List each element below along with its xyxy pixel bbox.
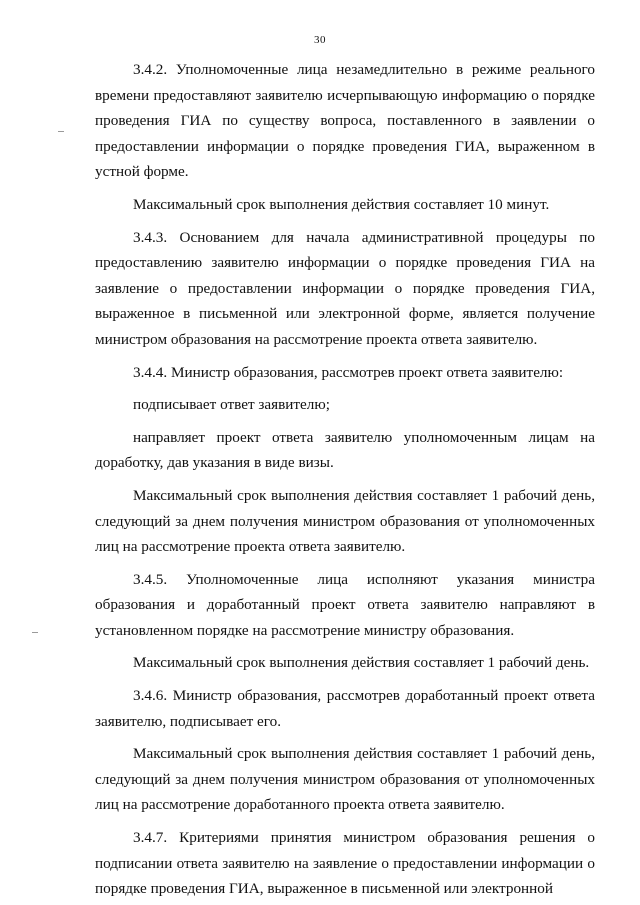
document-body (95, 57, 595, 902)
paragraph-3-4-2: 3.4.2. Уполномоченные лица незамедлительно в режиме реального времени предоставляют заявителю исчерпывающую информацию о порядке проведения ГИА по существу вопроса, поставленного в заявлении о предоставлении информации о порядке проведения ГИА, выраженном в устной форме. (95, 61, 595, 181)
paragraph-3-4-5: 3.4.5. Уполномоченные лица исполняют указания министра образования и доработанный проект ответа заявителю направляют в установленном порядке на рассмотрение министру образования. (95, 570, 595, 639)
paragraph-time-limit-1-day-b: Максимальный срок выполнения действия составляет 1 рабочий день. (133, 654, 590, 672)
paragraph-time-limit-1-day-a: Максимальный срок выполнения действия составляет 1 рабочий день, следующий за днем получения министром образования от уполномоченных лиц на рассмотрение проекта ответа заявителю. (95, 486, 595, 556)
paragraph-3-4-6: 3.4.6. Министр образования, рассмотрев доработанный проект ответа заявителю, подписывает его. (95, 687, 595, 730)
paragraph-sign-reply: подписывает ответ заявителю; (133, 396, 330, 414)
paragraph-time-limit-1-day-c: Максимальный срок выполнения действия составляет 1 рабочий день, следующий за днем получения министром образования от уполномоченных лиц на рассмотрение доработанного проекта ответа заявителю. (95, 745, 595, 814)
paragraph-3-4-7: 3.4.7. Критериями принятия министром образования решения о подписании ответа заявителю на заявление о предоставлении информации о порядке проведения ГИА, выраженное в письменной или электронной (95, 829, 595, 898)
paragraph-3-4-3: 3.4.3. Основанием для начала административной процедуры по предоставлению заявителю информации о порядке проведения ГИА на заявление о предоставлении информации о порядке проведения ГИА, выраженное в письменной или электронной форме, является получение министром образования на рассмотрение проекта ответа заявителю. (95, 228, 595, 348)
paragraph-send-for-revision: направляет проект ответа заявителю уполномоченным лицам на доработку, дав указания в виде визы. (95, 428, 595, 472)
paragraph-time-limit-10-min: Максимальный срок выполнения действия составляет 10 минут. (133, 195, 550, 213)
scan-mark-left-top (58, 131, 64, 132)
page-number: 30 (314, 34, 326, 46)
scan-mark-left-bottom (32, 632, 38, 633)
paragraph-3-4-4: 3.4.4. Министр образования, рассмотрев проект ответа заявителю: (133, 363, 564, 381)
